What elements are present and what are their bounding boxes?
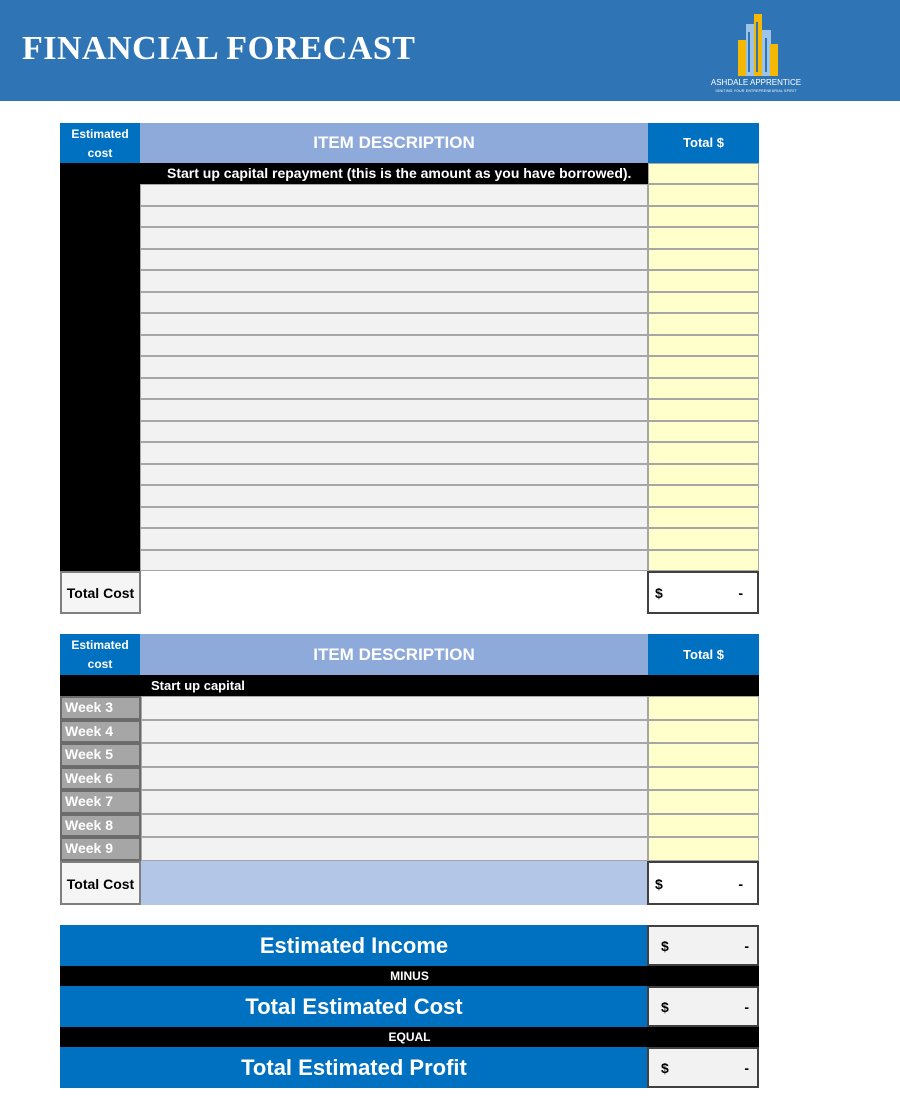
table2-first-row: Start up capital: [60, 675, 759, 696]
table2-row-total[interactable]: [648, 696, 759, 720]
minus-label: MINUS: [60, 966, 759, 986]
table1-row-total[interactable]: [648, 356, 759, 378]
table1-row-description[interactable]: [140, 442, 648, 464]
estimated-income-value: [647, 925, 759, 966]
table2-row-description[interactable]: [141, 837, 648, 861]
profit-currency: $: [661, 1060, 669, 1076]
table1-total-value: [647, 571, 759, 614]
table1-row-total[interactable]: [648, 399, 759, 421]
table2-row-total[interactable]: [648, 767, 759, 791]
table1-row-total[interactable]: [648, 227, 759, 249]
cost-currency: $: [661, 999, 669, 1015]
table2-row-description[interactable]: [141, 767, 648, 791]
table1-row-description[interactable]: [140, 335, 648, 357]
table1-total-label: Total Cost: [60, 571, 141, 614]
table2-row-total[interactable]: [648, 814, 759, 838]
table1-row-description[interactable]: [140, 421, 648, 443]
equal-label: EQUAL: [60, 1027, 759, 1047]
table1-row-total[interactable]: [648, 206, 759, 228]
table1-row-total[interactable]: [648, 442, 759, 464]
table2-row-description[interactable]: [141, 814, 648, 838]
profit-amount: -: [744, 1060, 749, 1076]
table1-row-total[interactable]: [648, 184, 759, 206]
table1-row-description[interactable]: [140, 507, 648, 529]
table2-total-description: [141, 861, 648, 905]
table1-cost-column: [60, 163, 140, 571]
table1-total-amount: -: [738, 585, 743, 601]
table1-row-description[interactable]: [140, 227, 648, 249]
table1-row-total[interactable]: [648, 378, 759, 400]
table2-week-label: Week 9: [60, 837, 141, 861]
cost-amount: -: [744, 999, 749, 1015]
table2-week-label: Week 8: [60, 814, 141, 838]
table2-total-currency: $: [655, 876, 663, 892]
table1-row-description[interactable]: [140, 464, 648, 486]
total-estimated-cost-label: Total Estimated Cost: [60, 986, 648, 1027]
table1-total-currency: $: [655, 585, 663, 601]
table1-row-total[interactable]: [648, 464, 759, 486]
table1-first-row-description: Start up capital repayment (this is the amount as you have borrowed).: [140, 163, 648, 184]
table2-row-total[interactable]: [648, 743, 759, 767]
table2-row-total[interactable]: [648, 720, 759, 744]
table1-row-description[interactable]: [140, 485, 648, 507]
table1-header-description: ITEM DESCRIPTION: [140, 123, 648, 163]
table1-row-total[interactable]: [648, 550, 759, 572]
income-amount: -: [744, 938, 749, 954]
table1-row-description[interactable]: [140, 313, 648, 335]
table2-row-description[interactable]: [141, 720, 648, 744]
table2-row-total[interactable]: [648, 790, 759, 814]
table2-row-description[interactable]: [141, 743, 648, 767]
table1-row-total[interactable]: [648, 292, 759, 314]
table2-row-description[interactable]: [141, 790, 648, 814]
logo-tagline: IGNITING YOUR ENTREPRENEURIAL SPIRIT: [715, 89, 797, 93]
table2-total-value: [647, 861, 759, 905]
table2-week-label: Week 3: [60, 696, 141, 720]
table1-row-total[interactable]: [648, 528, 759, 550]
table1-row-description[interactable]: [140, 292, 648, 314]
table2-total-label: Total Cost: [60, 861, 141, 905]
table1-row-description[interactable]: [140, 528, 648, 550]
buildings-icon: [710, 10, 802, 78]
table2-week-label: Week 7: [60, 790, 141, 814]
table1-first-row-total[interactable]: [648, 163, 759, 184]
table1-row-description[interactable]: [140, 399, 648, 421]
table2-week-label: Week 5: [60, 743, 141, 767]
table1-row-total[interactable]: [648, 313, 759, 335]
table2-header-description: ITEM DESCRIPTION: [140, 634, 648, 675]
table2-header-total: Total $: [648, 634, 759, 675]
table2-header-cost: Estimated cost: [60, 634, 140, 675]
table2-week-label: Week 6: [60, 767, 141, 791]
total-estimated-profit-label: Total Estimated Profit: [60, 1047, 648, 1088]
table1-row-total[interactable]: [648, 335, 759, 357]
table1-header-total: Total $: [648, 123, 759, 163]
table1-row-total[interactable]: [648, 421, 759, 443]
table1-row-description[interactable]: [140, 550, 648, 572]
page-title: FINANCIAL FORECAST: [22, 30, 416, 67]
table2-week-label: Week 4: [60, 720, 141, 744]
company-logo: [710, 10, 802, 95]
table1-row-total[interactable]: [648, 507, 759, 529]
table1-row-total[interactable]: [648, 485, 759, 507]
table1-row-description[interactable]: [140, 270, 648, 292]
table1-row-description[interactable]: [140, 206, 648, 228]
table1-row-description[interactable]: [140, 249, 648, 271]
table1-row-description[interactable]: [140, 356, 648, 378]
total-estimated-cost-value: [647, 986, 759, 1027]
table2-row-total[interactable]: [648, 837, 759, 861]
total-estimated-profit-value: [647, 1047, 759, 1088]
table2-row-description[interactable]: [141, 696, 648, 720]
table2-total-amount: -: [738, 876, 743, 892]
table1-row-description[interactable]: [140, 378, 648, 400]
estimated-income-label: Estimated Income: [60, 925, 648, 966]
logo-name: ASHDALE APPRENTICE: [710, 78, 802, 87]
table1-header-cost: Estimated cost: [60, 123, 140, 163]
table1-row-total[interactable]: [648, 270, 759, 292]
table1-row-total[interactable]: [648, 249, 759, 271]
table1-row-description[interactable]: [140, 184, 648, 206]
header-banner: [0, 0, 900, 101]
income-currency: $: [661, 938, 669, 954]
